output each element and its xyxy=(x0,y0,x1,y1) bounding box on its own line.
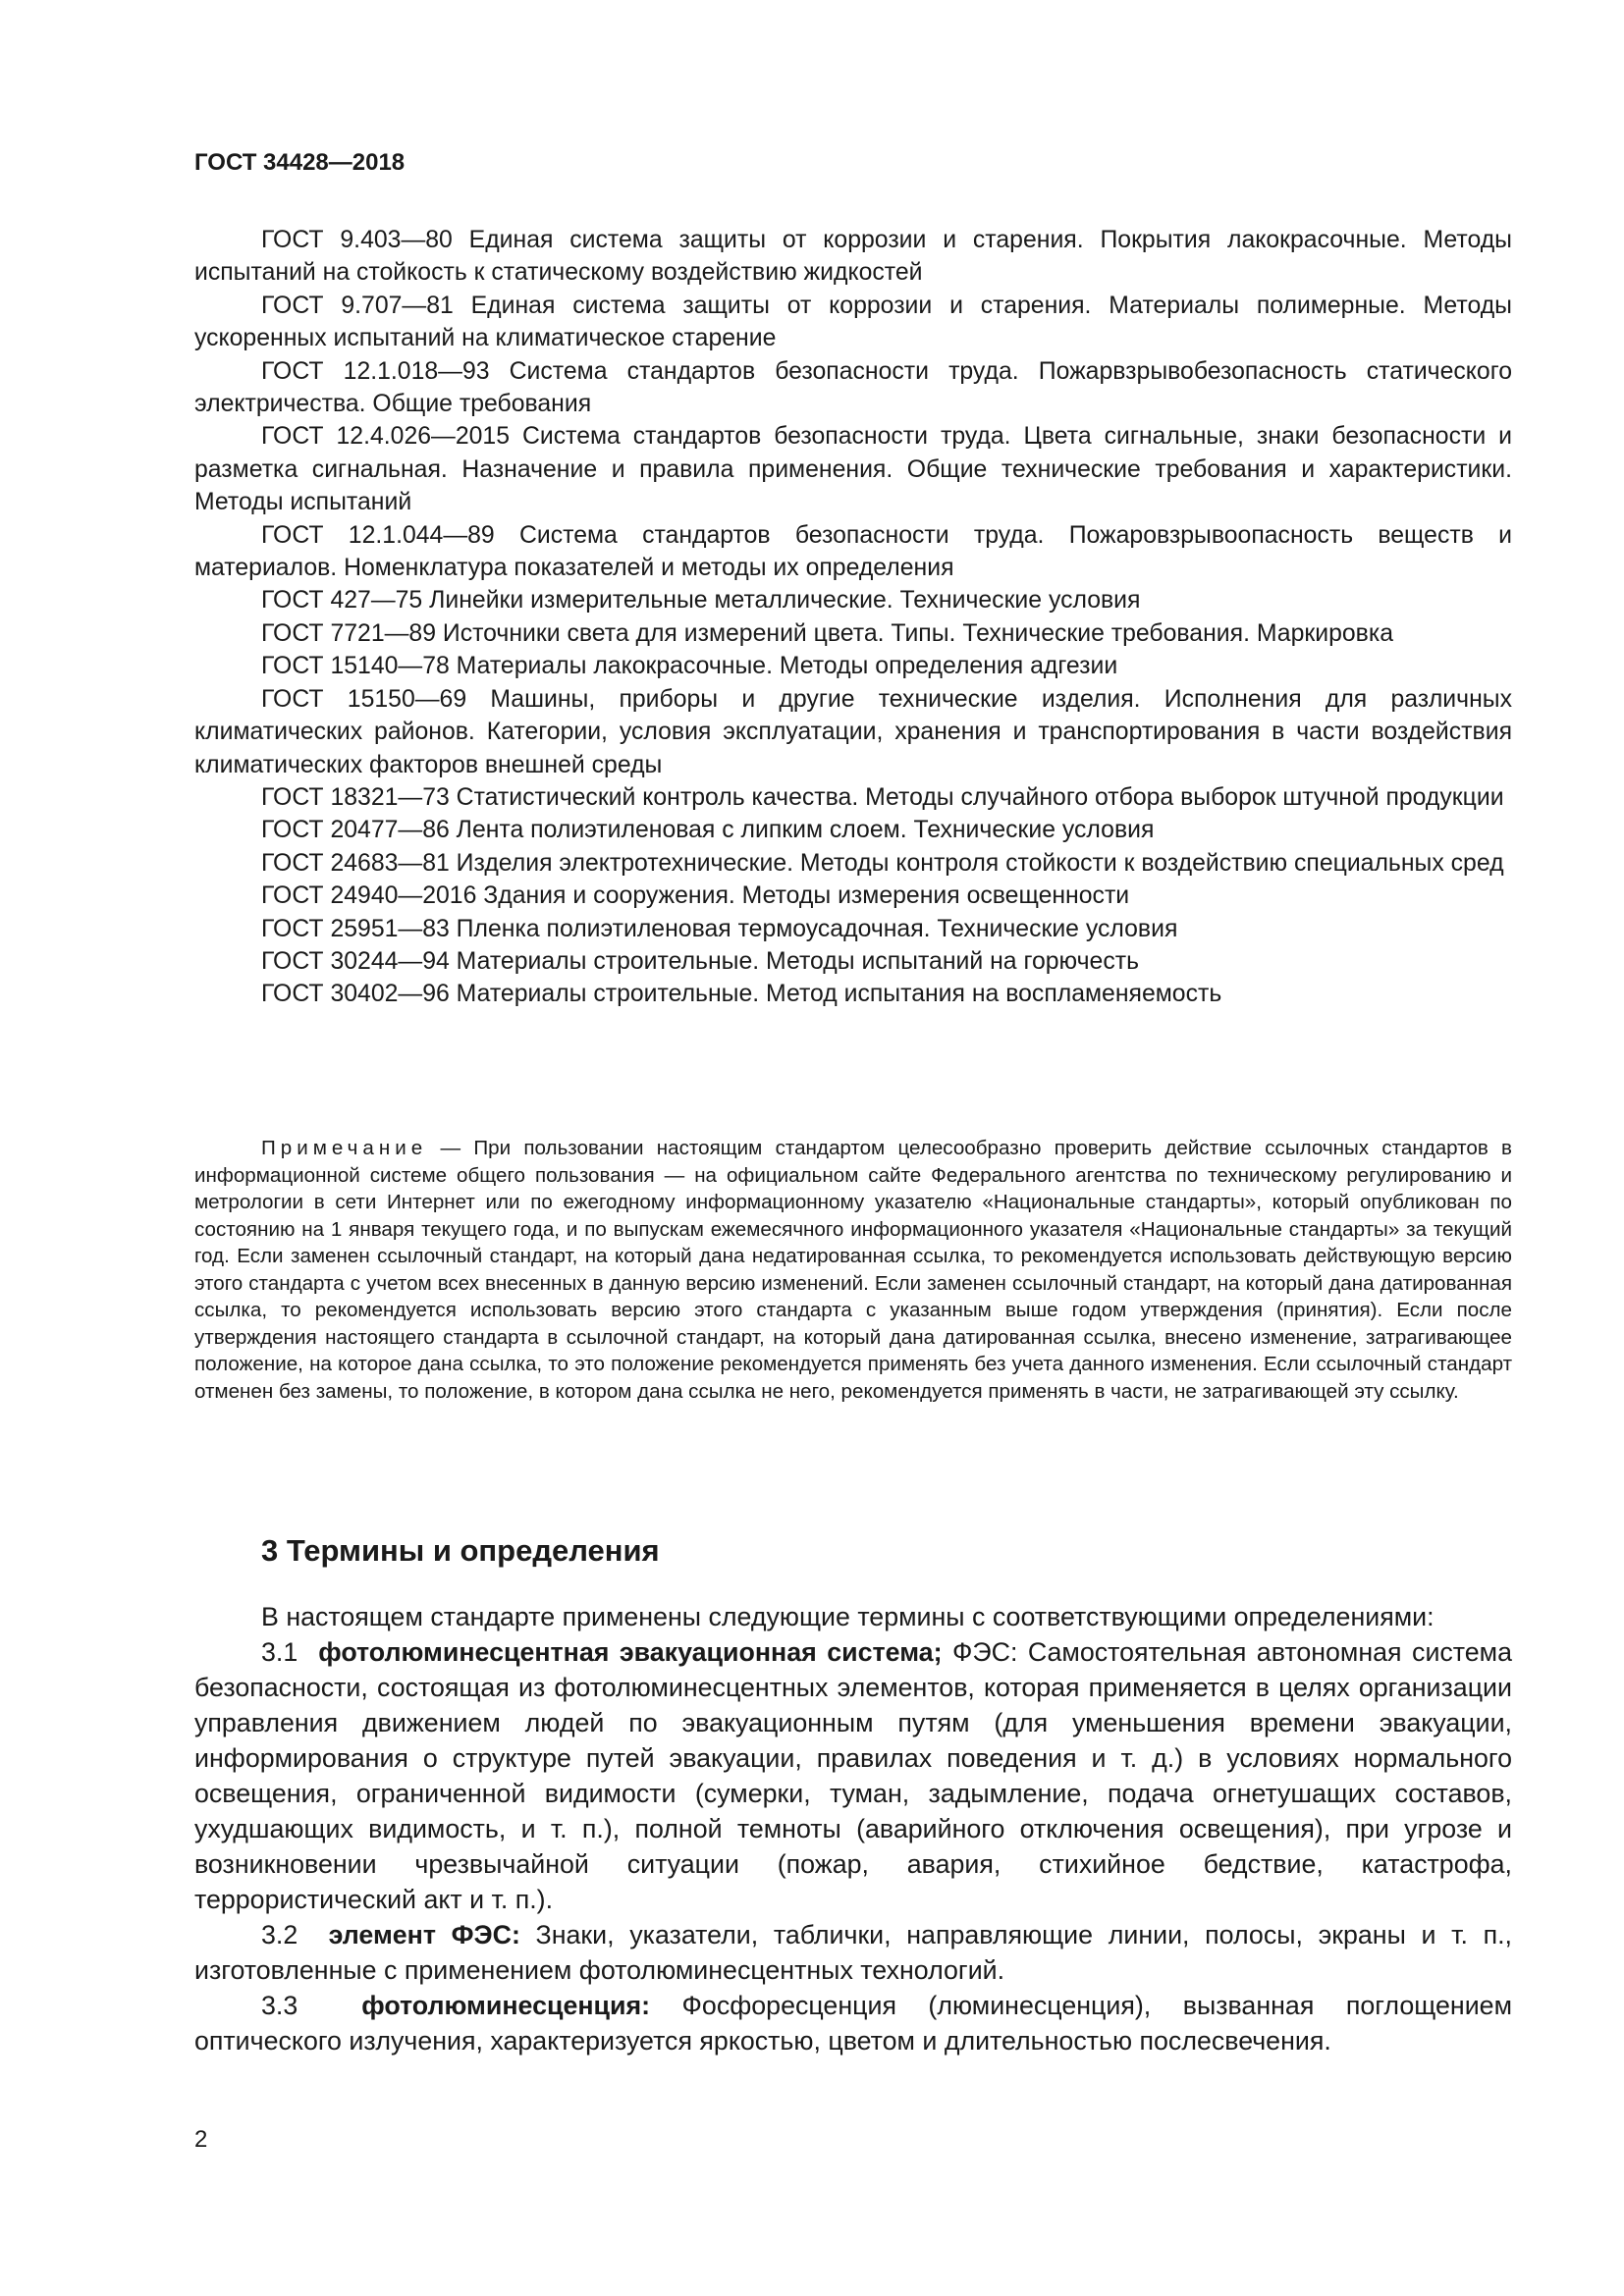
term-definition: Фосфоресценция (люминесценция), вызванная поглощением оптического излучения, характеризуется яркостью, цветом и длительностью послесвечения. xyxy=(194,1991,1512,2056)
term-number: 3.2 xyxy=(261,1920,298,1949)
reference-item: ГОСТ 7721—89 Источники света для измерений цвета. Типы. Технические требования. Маркировка xyxy=(261,619,1394,647)
section-heading: 3 Термины и определения xyxy=(261,1533,660,1568)
reference-item: ГОСТ 9.707—81 Единая система защиты от коррозии и старения. Материалы полимерные. Методы ускоренных испытаний на климатическое старение xyxy=(194,292,1512,352)
note-text: — При пользовании настоящим стандартом целесообразно проверить действие ссылочных стандартов в информационной системе общего пользования — на официальном сайте Федерального агентства по техническому регулированию и метрологии в сети Интернет или по ежегодному информационному указателю «Национальные стандарты», который опубликован по состоянию на 1 января текущего года, и по выпускам ежемесячного информационного указателя «Национальные стандарты» за текущий год. Если заменен ссылочный стандарт, на который дана недатированная ссылка, то рекомендуется использовать действующую версию этого стандарта с учетом всех внесенных в данную версию изменений. Если заменен ссылочный стандарт, на который дана датированная ссылка, то рекомендуется использовать версию этого стандарта с указанным выше годом утверждения (принятия). Если после утверждения настоящего стандарта в ссылочной стандарт, на который дана датированная ссылка, внесено изменение, затрагивающее положение, на которое дана ссылка, то это положение рекомендуется применять без учета данного изменения. Если ссылочный стандарт отменен без замены, то положение, в котором дана ссылка не него, рекомендуется применять в части, не затрагивающей эту ссылку. xyxy=(194,1137,1512,1403)
reference-item: ГОСТ 18321—73 Статистический контроль качества. Методы случайного отбора выборок штучной продукции xyxy=(261,783,1504,811)
section-intro: В настоящем стандарте применены следующие термины с соответствующими определениями: xyxy=(261,1602,1435,1631)
reference-item: ГОСТ 30244—94 Материалы строительные. Методы испытаний на горючесть xyxy=(261,947,1139,975)
reference-item: ГОСТ 12.1.018—93 Система стандартов безопасности труда. Пожарвзрывобезопасность статического электричества. Общие требования xyxy=(194,357,1512,418)
term-definition: ФЭС: Самостоятельная автономная система безопасности, состоящая из фотолюминесцентных элементов, которая применяется в целях организации управления движением людей по эвакуационным путям (для уменьшения времени эвакуации, информирования о структуре путей эвакуации, правилах поведения и т. д.) в условиях нормального освещения, ограниченной видимости (сумерки, туман, задымление, подача огнетушащих составов, ухудшающих видимость, и т. п.), полной темноты (аварийного отключения освещения), при угрозе и возникновении чрезвычайной ситуации (пожар, авария, стихийное бедствие, катастрофа, террористический акт и т. п.). xyxy=(194,1637,1513,1914)
reference-item: ГОСТ 427—75 Линейки измерительные металлические. Технические условия xyxy=(261,587,1141,614)
reference-item: ГОСТ 24940—2016 Здания и сооружения. Методы измерения освещенности xyxy=(261,882,1130,910)
term-name: фотолюминесцентная эвакуационная система; xyxy=(318,1637,943,1667)
reference-item: ГОСТ 15140—78 Материалы лакокрасочные. Методы определения адгезии xyxy=(261,653,1118,680)
reference-item: ГОСТ 9.403—80 Единая система защиты от коррозии и старения. Покрытия лакокрасочные. Методы испытаний на стойкость к статическому воздействию жидкостей xyxy=(194,227,1512,287)
terms-section xyxy=(194,1599,1512,2058)
reference-item: ГОСТ 12.1.044—89 Система стандартов безопасности труда. Пожаровзрывоопасность веществ и материалов. Номенклатура показателей и методы их определения xyxy=(194,521,1512,582)
page-number: 2 xyxy=(194,2126,208,2153)
term-entry xyxy=(194,1988,1512,2058)
reference-item: ГОСТ 25951—83 Пленка полиэтиленовая термоусадочная. Технические условия xyxy=(261,915,1178,942)
reference-item: ГОСТ 12.4.026—2015 Система стандартов безопасности труда. Цвета сигнальные, знаки безопасности и разметка сигнальная. Назначение и правила применения. Общие технические требования и характеристики. Методы испытаний xyxy=(194,423,1512,516)
term-entry xyxy=(194,1917,1512,1988)
term-name: элемент ФЭС: xyxy=(328,1920,520,1949)
term-name: фотолюминесценция: xyxy=(361,1991,651,2020)
reference-item: ГОСТ 30402—96 Материалы строительные. Метод испытания на воспламеняемость xyxy=(261,981,1222,1008)
reference-item: ГОСТ 20477—86 Лента полиэтиленовая с липким слоем. Технические условия xyxy=(261,817,1155,844)
reference-item: ГОСТ 15150—69 Машины, приборы и другие технические изделия. Исполнения для различных климатических районов. Категории, условия эксплуатации, хранения и транспортирования в части воздействия климатических факторов внешней среды xyxy=(194,685,1512,778)
term-entry xyxy=(194,1634,1512,1917)
reference-item: ГОСТ 24683—81 Изделия электротехнические. Методы контроля стойкости к воздействию специальных сред xyxy=(261,849,1504,877)
term-definition: Знаки, указатели, таблички, направляющие линии, полосы, экраны и т. п., изготовленные с применением фотолюминесцентных технологий. xyxy=(194,1920,1512,1985)
term-number: 3.1 xyxy=(261,1637,298,1667)
normative-references-list xyxy=(194,224,1512,1011)
page-header: ГОСТ 34428—2018 xyxy=(194,149,406,176)
term-number: 3.3 xyxy=(261,1991,298,2020)
note-paragraph xyxy=(194,1135,1512,1405)
note-block xyxy=(194,1135,1512,1405)
note-label: Примечание xyxy=(261,1137,428,1159)
